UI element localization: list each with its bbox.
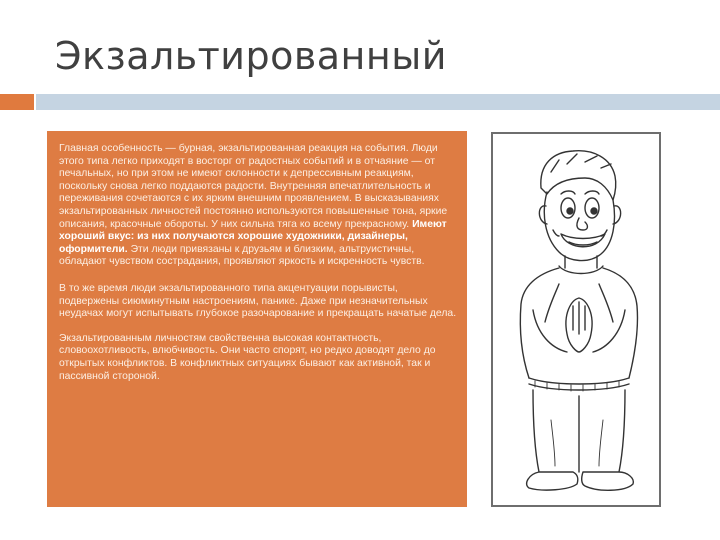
page-title: Экзальтированный bbox=[55, 34, 447, 78]
paragraph-second: В то же время люди экзальтированного типа акцентуации порывисты, подвержены сиюминутным настроениям, панике. Даже при незначительных неудачах могут испытывать глубокое разочарование и прекращать начатые дела. bbox=[59, 282, 457, 320]
paragraph-third: Экзальтированным личностям свойственна высокая контактность, словоохотливость, влюбчивость. Они часто спорят, но редко доводят дело до открытых конфликтов. В конфликтных ситуациях бывают как активной, так и пассивной стороной. bbox=[59, 332, 436, 382]
paragraph-main bbox=[59, 143, 458, 269]
title-rule-bar bbox=[36, 94, 720, 110]
text-panel bbox=[47, 131, 467, 507]
paragraph-main-bold: Имеют хороший вкус: из них получаются хорошие художники, дизайнеры, оформители. bbox=[59, 218, 447, 255]
title-accent-bar bbox=[0, 94, 34, 110]
cartoon-man-illustration bbox=[493, 134, 659, 505]
paragraph-main-tail: Эти люди привязаны к друзьям и близким, альтруистичны, обладают чувством сострадания, проявляют яркость и искренность чувств. bbox=[59, 243, 425, 268]
paragraph-main-text: Главная особенность — бурная, экзальтированная реакция на события. Люди этого типа легко приходят в восторг от радостных событий и в отчаяние — от печальных, но при этом не имеют склонности к депрессивным реакциям, поскольку снова легко поддаются радости. Внутренняя впечатлительность и переживания сочетаются с их ярким внешним проявлением. В высказываниях экзальтированных личностей постоянно используются повышенные тона, яркие описания, красочные обороты. У них сильна тяга ко всему прекрасному. bbox=[59, 143, 448, 230]
illustration-frame bbox=[491, 132, 661, 507]
